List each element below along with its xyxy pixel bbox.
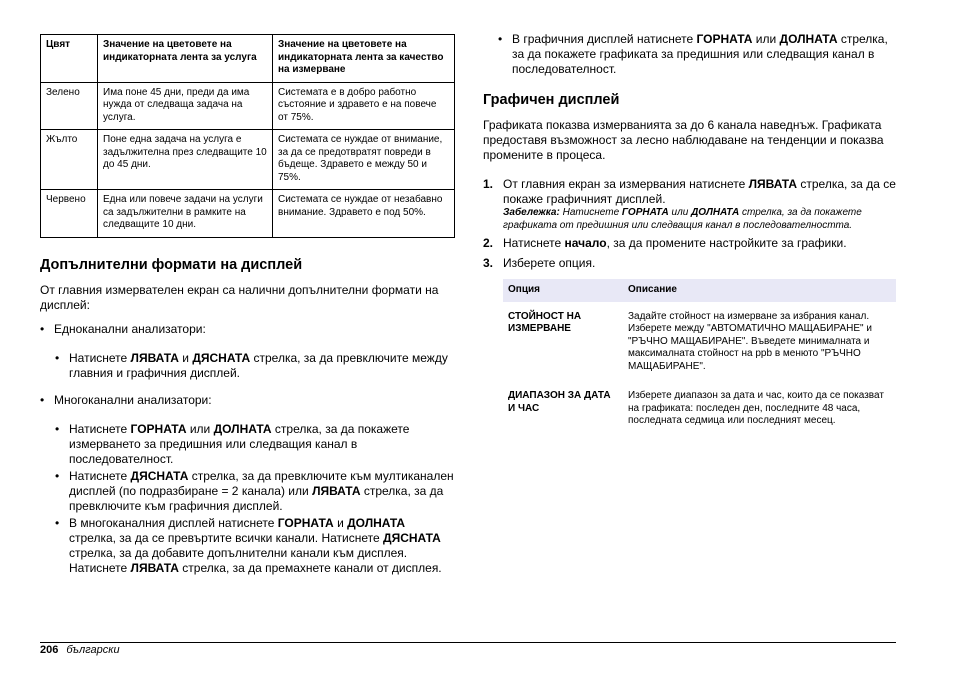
table-header-cell: Цвят xyxy=(41,35,98,83)
list-item: • Натиснете ДЯСНАТА стрелка, за да превключите към мултиканален дисплей (по подразбиране = 2 канала) или ЛЯВАТА стрелка, за да превключите към графичния дисплей. xyxy=(55,469,455,514)
list-item: • Натиснете ГОРНАТА или ДОЛНАТА стрелка, за да покажете измерването за предишния или следващия канал в последователност. xyxy=(55,422,455,467)
table-cell: Системата е в добро работно състояние и здравето е на повече от 75%. xyxy=(273,82,455,130)
table-cell: Системата се нуждае от внимание, за да се предотвратят повреди в бъдеще. Здравето е между 50 и 75%. xyxy=(273,130,455,190)
table-header-row xyxy=(503,279,896,302)
section-heading: Допълнителни формати на дисплей xyxy=(40,256,303,273)
table-row xyxy=(503,381,896,436)
note: Забележка: Натиснете ГОРНАТА или ДОЛНАТА стрелка, за да покажете графиката от предишния или следващия канал в последователността. xyxy=(503,207,862,231)
table-row xyxy=(41,190,455,238)
table-header-cell: Описание xyxy=(623,279,896,302)
color-meaning-table xyxy=(40,34,455,238)
left-column xyxy=(40,34,455,576)
list-item: • Натиснете ЛЯВАТА и ДЯСНАТА стрелка, за да превключите между главния и графичния дисплей. xyxy=(55,351,455,381)
table-cell: Има поне 45 дни, преди да има нужда от следваща задача на услуга. xyxy=(98,82,273,130)
list-item: • Многоканални анализатори: xyxy=(40,393,455,408)
step-item: 1. От главния екран за измервания натиснете ЛЯВАТА стрелка, за да се покаже графичният дисплей. Забележка: Натиснете ГОРНАТА или ДОЛНАТА стрелка, за да покажете графиката от предишния или следващия канал в последователността. xyxy=(483,177,896,231)
table-row xyxy=(41,82,455,130)
table-cell: Системата се нуждае от незабавно внимание. Здравето е под 50%. xyxy=(273,190,455,238)
page-footer xyxy=(40,643,120,657)
table-row xyxy=(503,302,896,382)
footer-language: български xyxy=(66,644,120,656)
table-header-cell: Значение на цветовете на индикаторната лента за услуга xyxy=(98,35,273,83)
options-table xyxy=(503,279,896,436)
list-item: • В графичния дисплей натиснете ГОРНАТА или ДОЛНАТА стрелка, за да покажете графиката за предишния или следващия канал в последователност. xyxy=(498,32,896,77)
list-item: • Едноканални анализатори: xyxy=(40,322,455,337)
table-header-cell: Значение на цветовете на индикаторната лента за качество на измерване xyxy=(273,35,455,83)
table-cell: Жълто xyxy=(41,130,98,190)
step-item: 3. Изберете опция. xyxy=(483,256,596,270)
right-column xyxy=(483,32,896,436)
table-cell: Изберете диапазон за дата и час, които да се показват на графиката: последен ден, последните 48 часа, последната седмица или последният месец. xyxy=(628,390,884,426)
table-cell: Зелено xyxy=(41,82,98,130)
table-header-row xyxy=(41,35,455,83)
table-cell: Една или повече задачи на услуги са задължителни в рамките на следващите 10 дни. xyxy=(98,190,273,238)
footer-divider xyxy=(40,642,896,643)
table-cell: Задайте стойност на измерване за избрания канал. Изберете между "АВТОМАТИЧНО МАЩАБИРАНЕ" и "РЪЧНО МАЩАБИРАНЕ". Въведете минималната и максималната стойност на ppb в менюто "РЪЧНО МАЩАБИРАНЕ". xyxy=(628,310,872,372)
table-header-cell: Опция xyxy=(503,279,623,302)
table-cell: ДИАПАЗОН ЗА ДАТА И ЧАС xyxy=(508,390,611,414)
table-cell: СТОЙНОСТ НА ИЗМЕРВАНЕ xyxy=(508,310,582,334)
table-cell: Червено xyxy=(41,190,98,238)
list-item: • В многоканалния дисплей натиснете ГОРНАТА и ДОЛНАТА стрелка, за да се превъртите всички канали. Натиснете ДЯСНАТА стрелка, за да добавите допълнителни канали към дисплея. Натиснете ЛЯВАТА стрелка, за да премахнете канали от дисплея. xyxy=(55,516,455,576)
section-intro: Графиката показва измерванията за до 6 канала наведнъж. Графиката предоставя възможност за лесно наблюдаване на тенденции и показва промените в процеса. xyxy=(483,118,884,162)
section-intro: От главния измервателен екран са налични допълнителни формати на дисплей: xyxy=(40,282,439,312)
table-row xyxy=(41,130,455,190)
page-number: 206 xyxy=(40,644,59,656)
section-heading: Графичен дисплей xyxy=(483,92,620,108)
step-item: 2. Натиснете начало, за да промените настройките за графики. xyxy=(483,236,847,250)
table-cell: Поне една задача на услуга е задължителна през следващите 10 до 45 дни. xyxy=(98,130,273,190)
